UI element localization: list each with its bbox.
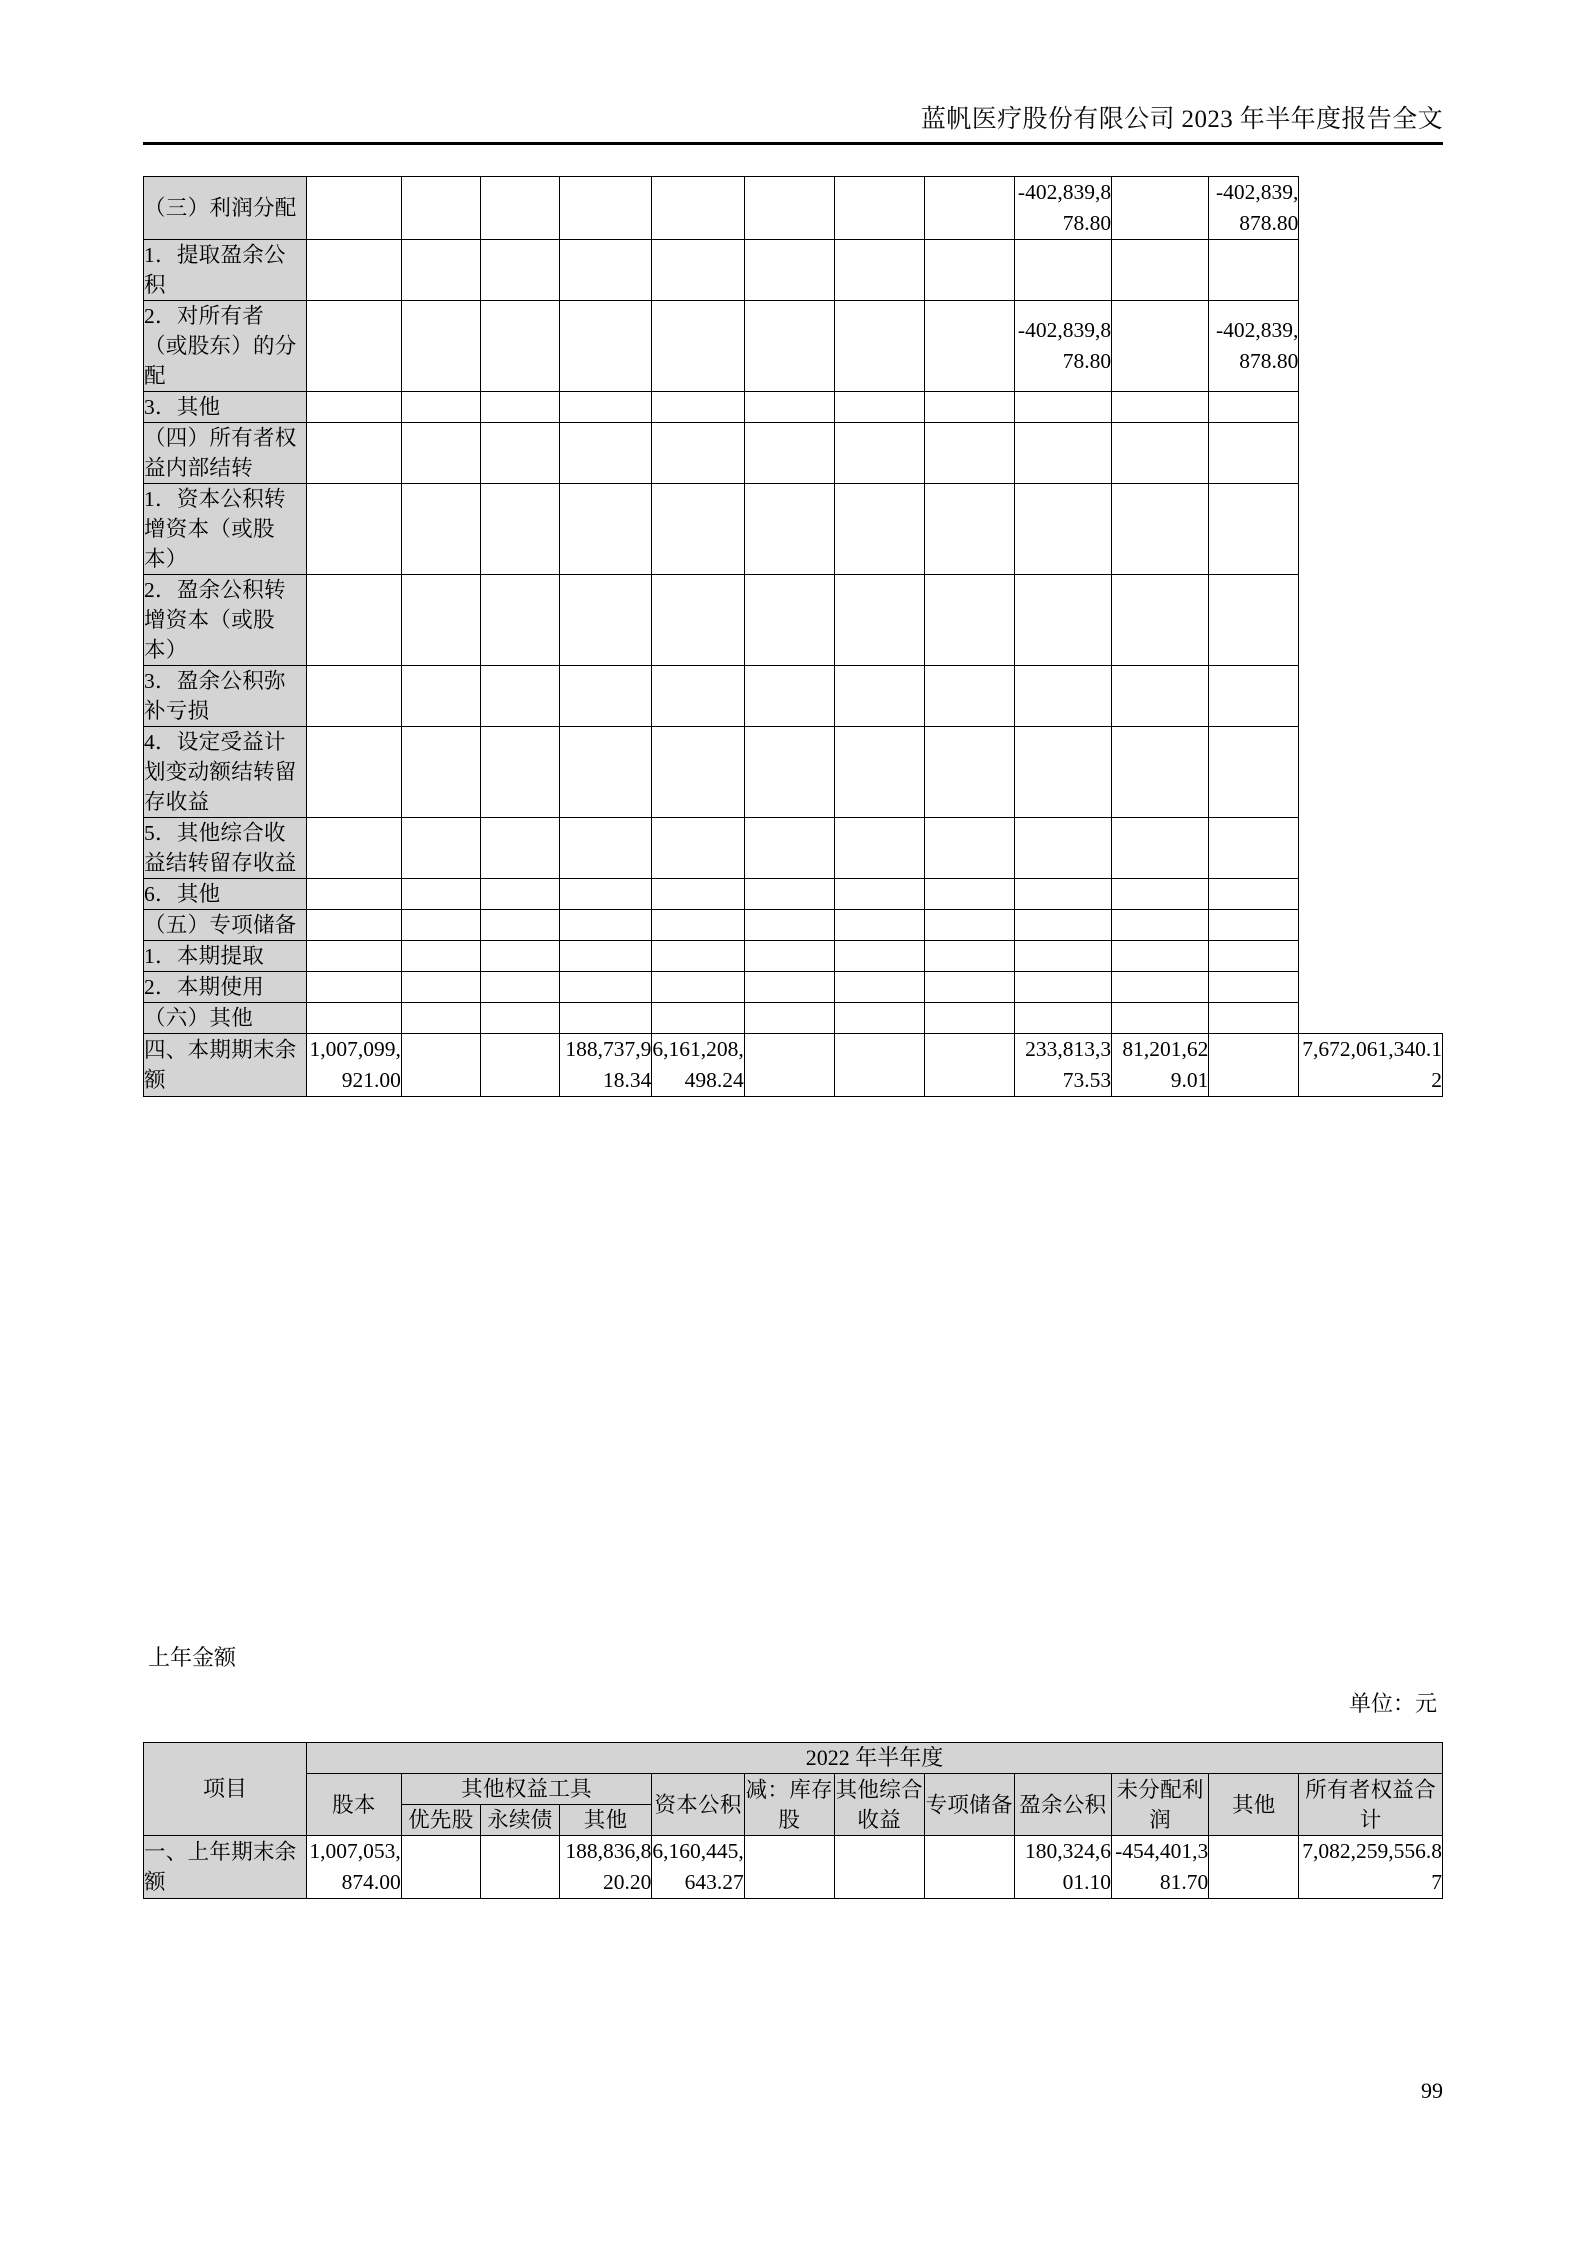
row-label: 3．其他 <box>144 392 307 423</box>
row-value-empty <box>1209 879 1299 910</box>
row-value-empty <box>306 1003 401 1034</box>
row-value-empty <box>834 392 924 423</box>
row-value-empty <box>744 727 834 818</box>
table-row <box>144 423 1443 484</box>
row-value-empty <box>1112 301 1209 392</box>
row-value-empty <box>834 818 924 879</box>
row-value-empty <box>306 177 401 240</box>
row-label: 2．本期使用 <box>144 972 307 1003</box>
row-value-empty <box>1209 1003 1299 1034</box>
row-label: 1．资本公积转增资本（或股本） <box>144 484 307 575</box>
table-row <box>144 484 1443 575</box>
row-value-empty <box>306 910 401 941</box>
row-value-empty <box>559 177 651 240</box>
row-value-empty <box>1112 575 1209 666</box>
header-col-other-instrument: 其他 <box>559 1805 651 1836</box>
row-value-empty <box>924 727 1014 818</box>
table1 <box>143 176 1443 1097</box>
row-value-empty <box>1014 941 1111 972</box>
header-col-total-equity: 所有者权益合计 <box>1299 1774 1443 1836</box>
row-value-empty <box>1014 392 1111 423</box>
row-value-empty <box>480 1034 559 1097</box>
row-value-empty <box>1209 484 1299 575</box>
row-value-empty <box>834 423 924 484</box>
row-value-empty <box>1209 910 1299 941</box>
row-value-empty <box>401 879 480 910</box>
table-row <box>144 177 1443 240</box>
row-value-empty <box>834 972 924 1003</box>
row-value-empty <box>1209 240 1299 301</box>
equity-changes-table-prior-period <box>143 1742 1443 1899</box>
row-value-empty <box>834 240 924 301</box>
row-value-empty <box>401 575 480 666</box>
row-value-empty <box>1209 818 1299 879</box>
row-value-empty <box>1112 423 1209 484</box>
row-value-empty <box>559 666 651 727</box>
header-col-treasury-stock: 减：库存股 <box>744 1774 834 1836</box>
row-value: 7,672,061,340.12 <box>1299 1034 1443 1097</box>
row-value-empty <box>1112 910 1209 941</box>
row-value-empty <box>1014 1003 1111 1034</box>
row-value-empty <box>652 941 744 972</box>
table-row <box>144 910 1443 941</box>
row-value-empty <box>924 666 1014 727</box>
row-value-empty <box>559 301 651 392</box>
header-item: 项目 <box>144 1743 307 1836</box>
header-col-capital-reserve: 资本公积 <box>652 1774 744 1836</box>
row-value-empty <box>401 301 480 392</box>
row-value-empty <box>559 240 651 301</box>
row-value-empty <box>480 1003 559 1034</box>
row-value-empty <box>834 941 924 972</box>
table-row <box>144 972 1443 1003</box>
row-value-empty <box>1014 818 1111 879</box>
row-value-empty <box>924 941 1014 972</box>
table-row <box>144 666 1443 727</box>
row-value: 188,737,918.34 <box>559 1034 651 1097</box>
table-row <box>144 1003 1443 1034</box>
row-value-empty <box>480 575 559 666</box>
row-value-empty <box>744 666 834 727</box>
row-value-empty <box>559 484 651 575</box>
table-row <box>144 941 1443 972</box>
row-value: 7,082,259,556.87 <box>1299 1836 1443 1899</box>
row-value-empty <box>306 392 401 423</box>
row-value-empty <box>652 575 744 666</box>
row-value-empty <box>1209 941 1299 972</box>
row-value-empty <box>744 879 834 910</box>
row-label: （四）所有者权益内部结转 <box>144 423 307 484</box>
row-value-empty <box>1014 575 1111 666</box>
row-value-empty <box>1209 575 1299 666</box>
row-value-empty <box>480 666 559 727</box>
row-value-empty <box>834 1836 924 1899</box>
row-value: 180,324,601.10 <box>1014 1836 1111 1899</box>
row-value-empty <box>924 972 1014 1003</box>
row-value-empty <box>559 972 651 1003</box>
row-value-empty <box>924 818 1014 879</box>
row-value-empty <box>559 727 651 818</box>
row-value-empty <box>559 818 651 879</box>
row-value-empty <box>306 240 401 301</box>
row-value-empty <box>480 972 559 1003</box>
row-value-empty <box>1014 666 1111 727</box>
row-value-empty <box>744 1003 834 1034</box>
row-value: -402,839,878.80 <box>1014 177 1111 240</box>
header-col-special-reserve: 专项储备 <box>924 1774 1014 1836</box>
row-value-empty <box>401 910 480 941</box>
row-value-empty <box>1209 972 1299 1003</box>
row-value-empty <box>652 240 744 301</box>
row-value-empty <box>924 1034 1014 1097</box>
row-value-empty <box>652 423 744 484</box>
row-value-empty <box>559 392 651 423</box>
row-value-empty <box>924 240 1014 301</box>
row-value-empty <box>559 423 651 484</box>
row-value-empty <box>1014 240 1111 301</box>
row-label: 5．其他综合收益结转留存收益 <box>144 818 307 879</box>
row-label: 3．盈余公积弥补亏损 <box>144 666 307 727</box>
row-value: 1,007,099,921.00 <box>306 1034 401 1097</box>
row-value-empty <box>652 727 744 818</box>
table-row <box>144 1836 1443 1899</box>
row-value: 188,836,820.20 <box>559 1836 651 1899</box>
row-label: 4．设定受益计划变动额结转留存收益 <box>144 727 307 818</box>
row-value-empty <box>480 484 559 575</box>
row-value-empty <box>1112 727 1209 818</box>
row-value-empty <box>559 941 651 972</box>
table-row <box>144 575 1443 666</box>
row-value-empty <box>744 910 834 941</box>
row-value-empty <box>652 879 744 910</box>
row-value-empty <box>744 575 834 666</box>
row-value-empty <box>401 240 480 301</box>
row-value-empty <box>744 177 834 240</box>
row-value-empty <box>1014 727 1111 818</box>
row-value-empty <box>744 1034 834 1097</box>
row-value-empty <box>1112 941 1209 972</box>
equity-changes-table-current-period <box>143 176 1443 1097</box>
row-label: 一、上年期末余额 <box>144 1836 307 1899</box>
row-value-empty <box>924 575 1014 666</box>
row-value: 81,201,629.01 <box>1112 1034 1209 1097</box>
row-value-empty <box>744 240 834 301</box>
row-value-empty <box>1209 1836 1299 1899</box>
row-value-empty <box>652 972 744 1003</box>
row-value-empty <box>401 818 480 879</box>
row-value-empty <box>401 1034 480 1097</box>
row-value-empty <box>480 392 559 423</box>
header-rule <box>143 142 1443 145</box>
row-value-empty <box>1112 240 1209 301</box>
row-value-empty <box>744 972 834 1003</box>
header-group-other-equity-instruments: 其他权益工具 <box>401 1774 652 1805</box>
row-value-empty <box>834 301 924 392</box>
row-value: -402,839,878.80 <box>1209 301 1299 392</box>
row-value-empty <box>401 666 480 727</box>
row-value-empty <box>306 941 401 972</box>
row-value-empty <box>1112 177 1209 240</box>
row-value-empty <box>744 818 834 879</box>
header-col-perpetual-bond: 永续债 <box>480 1805 559 1836</box>
row-value-empty <box>652 910 744 941</box>
row-value-empty <box>744 392 834 423</box>
row-value-empty <box>1209 392 1299 423</box>
row-value-empty <box>652 301 744 392</box>
report-title: 蓝帆医疗股份有限公司 2023 年半年度报告全文 <box>920 106 1443 133</box>
row-label: 1．提取盈余公积 <box>144 240 307 301</box>
row-value-empty <box>306 575 401 666</box>
page-number: 99 <box>1421 2078 1443 2103</box>
table-row <box>144 879 1443 910</box>
row-value-empty <box>306 484 401 575</box>
row-value-empty <box>401 177 480 240</box>
row-value-empty <box>924 879 1014 910</box>
row-value-empty <box>744 941 834 972</box>
row-label: 2．盈余公积转增资本（或股本） <box>144 575 307 666</box>
row-value-empty <box>652 1003 744 1034</box>
header-col-share-capital: 股本 <box>306 1774 401 1836</box>
row-value-empty <box>834 1034 924 1097</box>
table2-header-row-period <box>144 1743 1443 1774</box>
header-col-undistributed-profit: 未分配利润 <box>1111 1774 1208 1836</box>
row-value-empty <box>834 879 924 910</box>
header-period: 2022 年半年度 <box>306 1743 1442 1774</box>
row-label: （三）利润分配 <box>144 177 307 240</box>
row-value-empty <box>480 879 559 910</box>
row-value-empty <box>652 818 744 879</box>
row-value-empty <box>401 972 480 1003</box>
row-value-empty <box>924 910 1014 941</box>
row-value: -402,839,878.80 <box>1209 177 1299 240</box>
row-value-empty <box>1014 910 1111 941</box>
table2-header-row-group <box>144 1774 1443 1805</box>
row-label: （五）专项储备 <box>144 910 307 941</box>
row-value-empty <box>1014 972 1111 1003</box>
row-value-empty <box>924 423 1014 484</box>
row-value-empty <box>306 666 401 727</box>
row-label: （六）其他 <box>144 1003 307 1034</box>
row-value-empty <box>924 177 1014 240</box>
row-value-empty <box>924 1003 1014 1034</box>
row-value: 233,813,373.53 <box>1014 1034 1111 1097</box>
row-value-empty <box>306 818 401 879</box>
header-col-other-comprehensive-income: 其他综合收益 <box>834 1774 924 1836</box>
row-value-empty <box>1112 972 1209 1003</box>
row-value-empty <box>1209 1034 1299 1097</box>
row-value-empty <box>306 423 401 484</box>
row-value-empty <box>559 575 651 666</box>
table2-head <box>144 1743 1443 1836</box>
row-value-empty <box>744 423 834 484</box>
row-value-empty <box>401 1003 480 1034</box>
row-value-empty <box>924 301 1014 392</box>
row-value-empty <box>1112 666 1209 727</box>
row-value-empty <box>559 879 651 910</box>
row-value-empty <box>401 484 480 575</box>
row-value-empty <box>306 727 401 818</box>
row-value: -402,839,878.80 <box>1014 301 1111 392</box>
page-header <box>143 104 1443 145</box>
row-value-empty <box>306 972 401 1003</box>
row-value-empty <box>744 484 834 575</box>
row-value: -454,401,381.70 <box>1111 1836 1208 1899</box>
row-value-empty <box>1209 423 1299 484</box>
row-value-empty <box>834 910 924 941</box>
row-value-empty <box>834 484 924 575</box>
table-row <box>144 240 1443 301</box>
row-value-empty <box>924 484 1014 575</box>
table-row <box>144 1034 1443 1097</box>
row-value-empty <box>306 301 401 392</box>
row-value-empty <box>924 1836 1014 1899</box>
row-value-empty <box>401 941 480 972</box>
row-value-empty <box>834 727 924 818</box>
row-value-empty <box>1112 484 1209 575</box>
row-value-empty <box>1112 879 1209 910</box>
unit-note: 单位：元 <box>1348 1691 1437 1716</box>
row-value-empty <box>480 818 559 879</box>
row-value-empty <box>559 910 651 941</box>
row-value-empty <box>652 666 744 727</box>
row-label: 6．其他 <box>144 879 307 910</box>
row-value-empty <box>1209 666 1299 727</box>
row-value-empty <box>401 392 480 423</box>
row-value-empty <box>401 727 480 818</box>
row-value-empty <box>652 392 744 423</box>
row-value-empty <box>652 177 744 240</box>
row-value-empty <box>480 910 559 941</box>
row-value-empty <box>306 879 401 910</box>
row-value-empty <box>401 423 480 484</box>
row-value-empty <box>480 1836 559 1899</box>
row-label: 2．对所有者（或股东）的分配 <box>144 301 307 392</box>
row-value-empty <box>559 1003 651 1034</box>
table2 <box>143 1742 1443 1899</box>
row-value-empty <box>480 941 559 972</box>
row-value-empty <box>834 1003 924 1034</box>
row-value-empty <box>1014 423 1111 484</box>
table-row <box>144 727 1443 818</box>
row-value-empty <box>480 240 559 301</box>
row-label: 四、本期期末余额 <box>144 1034 307 1097</box>
row-value-empty <box>1112 1003 1209 1034</box>
row-value-empty <box>1209 727 1299 818</box>
row-value-empty <box>401 1836 480 1899</box>
row-value-empty <box>1112 392 1209 423</box>
row-value-empty <box>924 392 1014 423</box>
row-value-empty <box>1014 484 1111 575</box>
row-value-empty <box>480 727 559 818</box>
row-value-empty <box>652 484 744 575</box>
prior-year-amount-note: 上年金额 <box>148 1645 237 1670</box>
row-label: 1．本期提取 <box>144 941 307 972</box>
row-value-empty <box>834 575 924 666</box>
table-row <box>144 392 1443 423</box>
row-value-empty <box>480 301 559 392</box>
header-col-preferred-stock: 优先股 <box>401 1805 480 1836</box>
row-value-empty <box>834 666 924 727</box>
row-value-empty <box>744 301 834 392</box>
row-value-empty <box>834 177 924 240</box>
header-col-surplus-reserve: 盈余公积 <box>1014 1774 1111 1836</box>
row-value: 1,007,053,874.00 <box>306 1836 401 1899</box>
row-value-empty <box>1014 879 1111 910</box>
row-value-empty <box>480 177 559 240</box>
row-value: 6,160,445,643.27 <box>652 1836 744 1899</box>
row-value-empty <box>1112 818 1209 879</box>
row-value-empty <box>744 1836 834 1899</box>
row-value-empty <box>480 423 559 484</box>
row-value: 6,161,208,498.24 <box>652 1034 744 1097</box>
table-row <box>144 818 1443 879</box>
header-col-other: 其他 <box>1209 1774 1299 1836</box>
table-row <box>144 301 1443 392</box>
